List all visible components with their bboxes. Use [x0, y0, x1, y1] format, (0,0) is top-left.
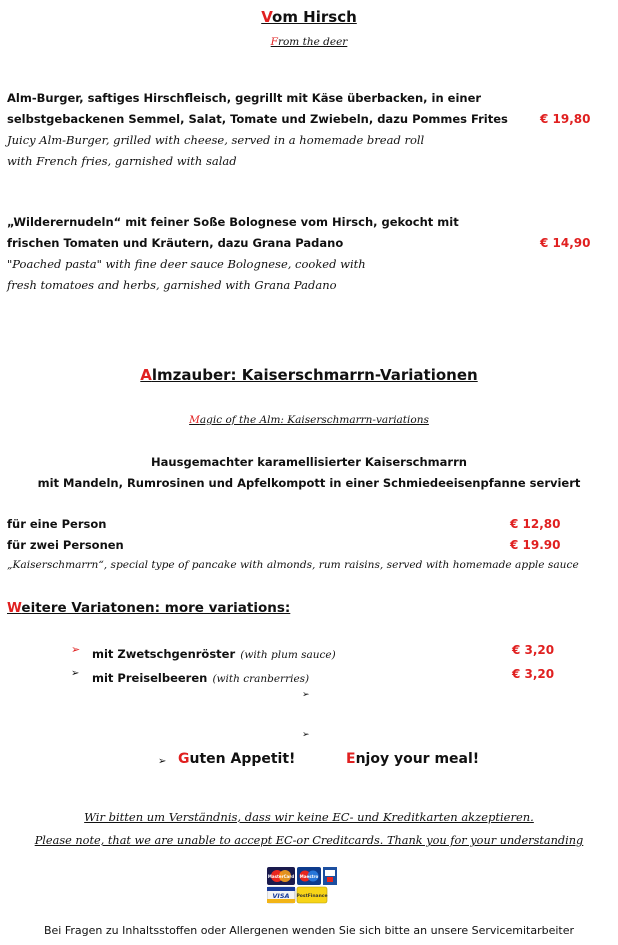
one-person-price: € 12,80	[510, 517, 561, 531]
burger-description-de-1: Alm-Burger, saftiges Hirschfleisch, gegrillt mit Käse überbacken, in einer	[7, 91, 482, 105]
enjoy-your-meal: Enjoy your meal!	[346, 751, 480, 767]
card-logos	[267, 866, 339, 904]
card-notice-de: Wir bitten um Verständnis, dass wir keine EC- und Kreditkarten akzeptieren.	[84, 810, 534, 824]
variation-label-en: (with cranberries)	[212, 673, 310, 685]
section-subtitle-kaiserschmarrn: Magic of the Alm: Kaiserschmarrn-variations	[189, 414, 429, 426]
burger-price: € 19,80	[540, 112, 591, 126]
variation-item-plum	[92, 643, 336, 662]
section-title-deer: Vom Hirsch	[261, 8, 357, 26]
guten-appetit: Guten Appetit!	[178, 751, 296, 767]
pasta-description-de-1: „Wilderernudeln“ mit feiner Soße Bolognese vom Hirsch, gekocht mit	[7, 215, 459, 229]
arrow-bullet-icon: ➢	[71, 643, 81, 656]
variation-label-en: (with plum sauce)	[240, 649, 336, 661]
section-title-variations: Weitere Variatonen: more variations:	[7, 600, 291, 616]
variation-item-cranberries	[92, 667, 309, 686]
svg-text:Maestro: Maestro	[299, 874, 319, 879]
burger-description-de-2: selbstgebackenen Semmel, Salat, Tomate und Zwiebeln, dazu Pommes Frites	[7, 112, 508, 126]
one-person-label: für eine Person	[7, 517, 107, 531]
variation-label: mit Zwetschgenröster	[92, 647, 236, 661]
burger-description-en-1: Juicy Alm-Burger, grilled with cheese, served in a homemade bread roll	[7, 133, 425, 147]
variation-price-plum: € 3,20	[512, 643, 555, 657]
card-notice-en: Please note, that we are unable to accept EC-or Creditcards. Thank you for your understanding	[34, 834, 584, 847]
kaiserschmarrn-description-en: „Kaiserschmarrn“, special type of pancake with almonds, rum raisins, served with homemade apple sauce	[7, 559, 579, 571]
pasta-description-de-2: frischen Tomaten und Kräutern, dazu Grana Padano	[7, 236, 344, 250]
kaiserschmarrn-description-2: mit Mandeln, Rumrosinen und Apfelkompott in einer Schmiedeeisenpfanne serviert	[37, 476, 581, 490]
arrow-bullet-icon: ➢	[71, 668, 80, 679]
pasta-description-en-1: "Poached pasta" with fine deer sauce Bolognese, cooked with	[7, 257, 366, 271]
arrow-bullet-icon: ➢	[302, 690, 310, 700]
arrow-bullet-icon: ➢	[158, 756, 167, 767]
arrow-bullet-icon: ➢	[302, 730, 310, 740]
allergen-notice: Bei Fragen zu Inhaltsstoffen oder Allergenen wenden Sie sich bitte an unsere Servicemitarbeiter	[43, 924, 575, 937]
svg-text:MasterCard: MasterCard	[267, 874, 295, 879]
burger-description-en-2: with French fries, garnished with salad	[7, 154, 237, 168]
variation-price-cranberries: € 3,20	[512, 667, 555, 681]
svg-text:VISA: VISA	[272, 892, 290, 900]
kaiserschmarrn-description-1: Hausgemachter karamellisierter Kaiserschmarrn	[151, 455, 467, 469]
card-logos-image	[267, 866, 339, 904]
svg-text:PostFinance: PostFinance	[296, 894, 328, 899]
two-persons-label: für zwei Personen	[7, 538, 124, 552]
section-subtitle-deer: From the deer	[270, 36, 348, 48]
variation-label: mit Preiselbeeren	[92, 671, 208, 685]
section-title-kaiserschmarrn: Almzauber: Kaiserschmarrn-Variationen	[140, 366, 478, 384]
pasta-description-en-2: fresh tomatoes and herbs, garnished with Grana Padano	[7, 278, 337, 292]
pasta-price: € 14,90	[540, 236, 591, 250]
two-persons-price: € 19.90	[510, 538, 561, 552]
